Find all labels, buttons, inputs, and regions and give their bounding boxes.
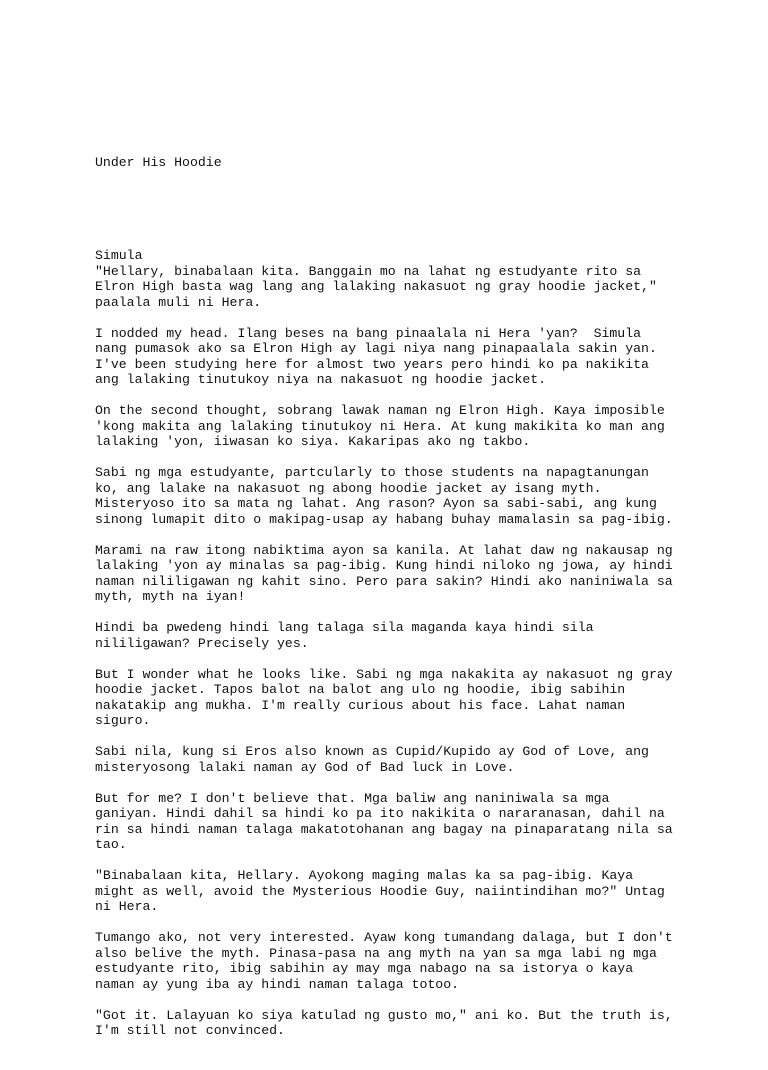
paragraph <box>95 1008 695 1039</box>
paragraph-line: nililigawan? Precisely yes. <box>95 635 309 651</box>
paragraph-line: nakatakip ang mukha. I'm really curious about his face. Lahat naman <box>95 697 626 713</box>
paragraph-line: "Got it. Lalayuan ko siya katulad ng gusto mo," ani ko. But the truth is, <box>95 1007 673 1023</box>
paragraph-line: Tumango ako, not very interested. Ayaw kong tumandang dalaga, but I don't <box>95 930 673 945</box>
paragraph-line: "Hellary, binabalaan kita. Banggain mo na lahat ng estudyante rito sa <box>95 263 642 279</box>
paragraph-line: tao. <box>95 837 127 852</box>
paragraph <box>95 791 695 853</box>
paragraph <box>95 620 695 651</box>
paragraph <box>95 543 695 605</box>
paragraph-line: ganiyan. Hindi dahil sa hindi ko pa ito nakikita o nararanasan, dahil na <box>95 806 665 821</box>
paragraph-line: I nodded my head. Ilang beses na bang pinaalala ni Hera 'yan? Simula <box>95 325 642 341</box>
paragraph-line: "Binabalaan kita, Hellary. Ayokong maging malas ka sa pag-ibig. Kaya <box>95 868 634 883</box>
paragraph-line: But for me? I don't believe that. Mga baliw ang naniniwala sa mga <box>95 790 610 806</box>
paragraph-line: Simula <box>95 248 143 263</box>
document-title: Under His Hoodie <box>95 155 222 170</box>
paragraph-line: naman ay yung iba ay hindi naman talaga totoo. <box>95 976 460 992</box>
document-title-block <box>95 124 695 202</box>
paragraph <box>95 403 695 450</box>
paragraph-line: Sabi ng mga estudyante, partcularly to those students na napagtanungan <box>95 465 649 480</box>
paragraph-line: On the second thought, sobrang lawak naman ng Elron High. Kaya imposible <box>95 403 665 418</box>
paragraph-line: ko, ang lalake na nakasuot ng abong hoodie jacket ay isang myth. <box>95 480 602 496</box>
paragraph-line: But I wonder what he looks like. Sabi ng mga nakakita ay nakasuot ng gray <box>95 666 673 682</box>
paragraph-line: hoodie jacket. Tapos balot na balot ang ulo ng hoodie, ibig sabihin <box>95 682 626 697</box>
paragraph-line: I'm still not convinced. <box>95 1023 285 1038</box>
paragraph-line: Misteryoso ito sa mata ng lahat. Ang rason? Ayon sa sabi-sabi, ang kung <box>95 496 657 511</box>
paragraph-line: Sabi nila, kung si Eros also known as Cupid/Kupido ay God of Love, ang <box>95 744 649 759</box>
paragraph <box>95 744 695 775</box>
paragraph-line: also belive the myth. Pinasa-pasa na ang myth na yan sa mga labi ng mga <box>95 945 657 961</box>
paragraph-line: siguro. <box>95 713 151 728</box>
paragraph-line: sinong lumapit dito o makipag-usap ay habang buhay mamalasin sa pag-ibig. <box>95 511 673 527</box>
paragraph-line: I've been studying here for almost two years pero hindi ko pa nakikita <box>95 356 649 372</box>
paragraph-line: myth, myth na iyan! <box>95 589 246 604</box>
paragraph-line: Elron High basta wag lang ang lalaking nakasuot ng gray hoodie jacket," <box>95 279 657 294</box>
paragraph-line: paalala muli ni Hera. <box>95 294 262 310</box>
paragraph <box>95 248 695 310</box>
paragraph-line: misteryosong lalaki naman ay God of Bad luck in Love. <box>95 759 515 775</box>
paragraph-line: naman nililigawan ng kahit sino. Pero para sakin? Hindi ako naniniwala sa <box>95 573 673 589</box>
paragraph-line: Marami na raw itong nabiktima ayon sa kanila. At lahat daw ng nakausap ng <box>95 542 673 558</box>
paragraph <box>95 930 695 992</box>
paragraph-line: estudyante rito, ibig sabihin ay may mga nabago na sa istorya o kaya <box>95 961 634 976</box>
paragraph <box>95 868 695 915</box>
document-page <box>95 93 695 1070</box>
paragraph <box>95 465 695 527</box>
paragraph-line: lalaking 'yon ay minalas sa pag-ibig. Kung hindi niloko ng jowa, ay hindi <box>95 558 673 573</box>
paragraph <box>95 326 695 388</box>
paragraph-line: lalaking 'yon, iiwasan ko siya. Kakaripas ako ng takbo. <box>95 434 531 449</box>
paragraph-line: ang lalaking tinutukoy niya na nakasuot ng hoodie jacket. <box>95 372 547 387</box>
paragraph-line: rin sa hindi naman talaga makatotohanan ang bagay na pinaparatang nila sa <box>95 821 673 837</box>
document-body <box>95 248 695 1039</box>
paragraph-line: Hindi ba pwedeng hindi lang talaga sila maganda kaya hindi sila <box>95 620 594 635</box>
paragraph-line: might as well, avoid the Mysterious Hoodie Guy, naiintindihan mo?" Untag <box>95 883 665 899</box>
paragraph-line: ni Hera. <box>95 899 159 914</box>
paragraph-line: nang pumasok ako sa Elron High ay lagi niya nang pinapaalala sakin yan. <box>95 341 657 356</box>
paragraph-line: 'kong makita ang lalaking tinutukoy ni Hera. At kung makikita ko man ang <box>95 418 665 434</box>
paragraph <box>95 667 695 729</box>
